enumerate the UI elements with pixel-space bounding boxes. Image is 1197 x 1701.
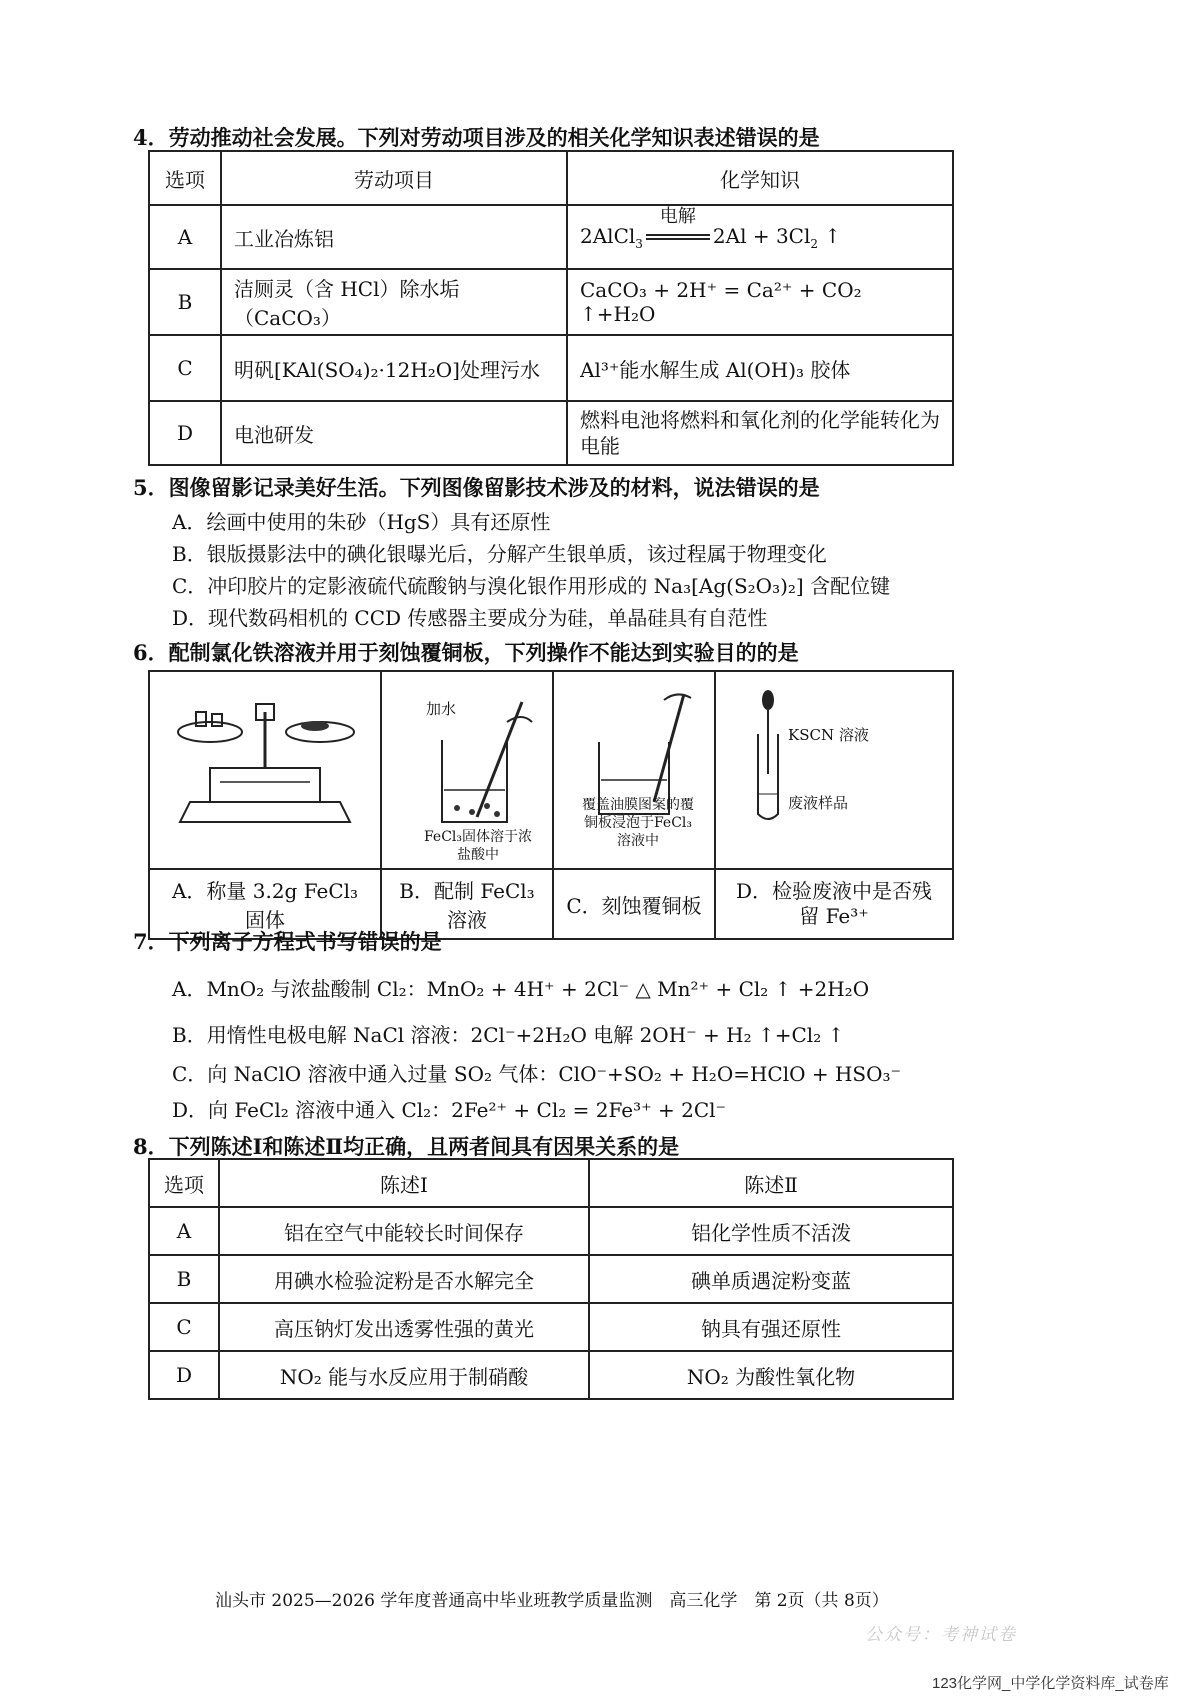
q4-row-a-project: 工业冶炼铝 xyxy=(221,205,567,269)
q8-row-d-s2: NO₂ 为酸性氧化物 xyxy=(589,1351,953,1399)
source-label: 123化学网_中学化学资料库_试卷库 xyxy=(932,1675,1169,1692)
q4-row-b-knowledge: CaCO₃ + 2H⁺ = Ca²⁺ + CO₂ ↑+H₂O xyxy=(567,269,953,335)
q8-row-a-s1: 铝在空气中能较长时间保存 xyxy=(219,1207,589,1255)
q7-stem: 7．下列离子方程式书写错误的是 xyxy=(133,929,442,954)
q5-option-b: B．银版摄影法中的碘化银曝光后，分解产生银单质，该过程属于物理变化 xyxy=(172,542,827,566)
q7-option-d: D．向 FeCl₂ 溶液中通入 Cl₂：2Fe²⁺ + Cl₂ = 2Fe³⁺ + 2Cl⁻ xyxy=(172,1098,727,1122)
q5-option-d: D．现代数码相机的 CCD 传感器主要成分为硅，单晶硅具有自范性 xyxy=(172,606,768,630)
q4-row-d-project: 电池研发 xyxy=(221,401,567,465)
q8-row-a-s2: 铝化学性质不活泼 xyxy=(589,1207,953,1255)
q8-row-b-s2: 碘单质遇淀粉变蓝 xyxy=(589,1255,953,1303)
q4-header-knowledge: 化学知识 xyxy=(567,151,953,205)
table-row xyxy=(149,1255,953,1303)
dissolve-figure xyxy=(381,671,553,869)
q8-header-s1: 陈述I xyxy=(219,1159,589,1207)
q4-row-a-opt: A xyxy=(149,205,221,269)
q4-row-b-project: 洁厕灵（含 HCl）除水垢（CaCO₃） xyxy=(221,269,567,335)
watermark: 公众号：考神试卷 xyxy=(865,1625,1017,1645)
q6-option-d: D．检验废液中是否残留 Fe³⁺ xyxy=(715,869,953,939)
q4-row-b-opt: B xyxy=(149,269,221,335)
q7-option-c: C．向 NaClO 溶液中通入过量 SO₂ 气体：ClO⁻+SO₂ + H₂O=HClO + HSO₃⁻ xyxy=(172,1062,902,1086)
q8-header-s2: 陈述Ⅱ xyxy=(589,1159,953,1207)
table-row xyxy=(149,335,953,401)
table-row xyxy=(149,269,953,335)
q4-header-project: 劳动项目 xyxy=(221,151,567,205)
waste-label: 废液样品 xyxy=(788,794,849,812)
q6-stem: 6．配制氯化铁溶液并用于刻蚀覆铜板，下列操作不能达到实验目的的是 xyxy=(133,640,799,665)
q4-row-a-knowledge: 2AlCl$_3$ 电解 $2Al + 3Cl_2$ ↑ xyxy=(567,205,953,269)
q8-row-b-opt: B xyxy=(149,1255,219,1303)
table-row xyxy=(149,1207,953,1255)
q6-option-b: B．配制 FeCl₃ 溶液 xyxy=(381,869,553,939)
q4-table xyxy=(148,150,954,466)
q8-row-c-opt: C xyxy=(149,1303,219,1351)
q5-stem: 5．图像留影记录美好生活。下列图像留影技术涉及的材料，说法错误的是 xyxy=(133,475,820,500)
q8-row-a-opt: A xyxy=(149,1207,219,1255)
q8-row-d-opt: D xyxy=(149,1351,219,1399)
q8-stem: 8．下列陈述Ⅰ和陈述Ⅱ均正确，且两者间具有因果关系的是 xyxy=(133,1134,680,1159)
table-row xyxy=(149,1303,953,1351)
q7-option-a: A．MnO₂ 与浓盐酸制 Cl₂：MnO₂ + 4H⁺ + 2Cl⁻ △ Mn²⁺ + Cl₂ ↑ +2H₂O xyxy=(172,977,870,1001)
q8-row-c-s2: 钠具有强还原性 xyxy=(589,1303,953,1351)
q6-figure-table xyxy=(148,670,954,940)
q8-row-c-s1: 高压钠灯发出透雾性强的黄光 xyxy=(219,1303,589,1351)
q4-stem: 4．劳动推动社会发展。下列对劳动项目涉及的相关化学知识表述错误的是 xyxy=(133,125,820,150)
q8-row-b-s1: 用碘水检验淀粉是否水解完全 xyxy=(219,1255,589,1303)
q6-option-a: A．称量 3.2g FeCl₃ 固体 xyxy=(149,869,381,939)
q5-option-c: C．冲印胶片的定影液硫代硫酸钠与溴化银作用形成的 Na₃[Ag(S₂O₃)₂] 含配位键 xyxy=(172,574,891,598)
kscn-figure xyxy=(715,671,953,869)
balance-figure xyxy=(149,671,381,869)
q8-row-d-s1: NO₂ 能与水反应用于制硝酸 xyxy=(219,1351,589,1399)
etch-figure xyxy=(553,671,715,869)
q5-option-a: A．绘画中使用的朱砂（HgS）具有还原性 xyxy=(172,510,551,534)
q6-option-c: C．刻蚀覆铜板 xyxy=(553,869,715,939)
q4-row-c-knowledge: Al³⁺能水解生成 Al(OH)₃ 胶体 xyxy=(567,335,953,401)
table-row xyxy=(149,1351,953,1399)
table-row xyxy=(149,205,953,269)
page-footer: 汕头市 2025—2026 学年度普通高中毕业班教学质量监测 高三化学 第 2页（共 8页） xyxy=(215,1591,889,1611)
beaker-stir-icon xyxy=(382,682,572,832)
kscn-label: KSCN 溶液 xyxy=(788,726,869,744)
q4-row-c-opt: C xyxy=(149,335,221,401)
q8-header-option: 选项 xyxy=(149,1159,219,1207)
electrolysis-label: 电解 xyxy=(659,205,696,227)
q4-row-d-knowledge: 燃料电池将燃料和氧化剂的化学能转化为电能 xyxy=(567,401,953,465)
q4-header-option: 选项 xyxy=(149,151,221,205)
q4-row-c-project: 明矾[KAl(SO₄)₂·12H₂O]处理污水 xyxy=(221,335,567,401)
table-row xyxy=(149,401,953,465)
dissolve-caption: FeCl₃固体溶于浓盐酸中 xyxy=(423,829,533,863)
balance-scale-icon xyxy=(150,672,380,852)
etch-caption: 覆盖油膜图案的覆铜板浸泡于FeCl₃溶液中 xyxy=(582,797,694,849)
add-water-label: 加水 xyxy=(426,700,457,718)
q8-table xyxy=(148,1158,954,1400)
q4-row-d-opt: D xyxy=(149,401,221,465)
q7-option-b: B．用惰性电极电解 NaCl 溶液：2Cl⁻+2H₂O 电解 2OH⁻ + H₂ ↑+Cl₂ ↑ xyxy=(172,1023,845,1047)
